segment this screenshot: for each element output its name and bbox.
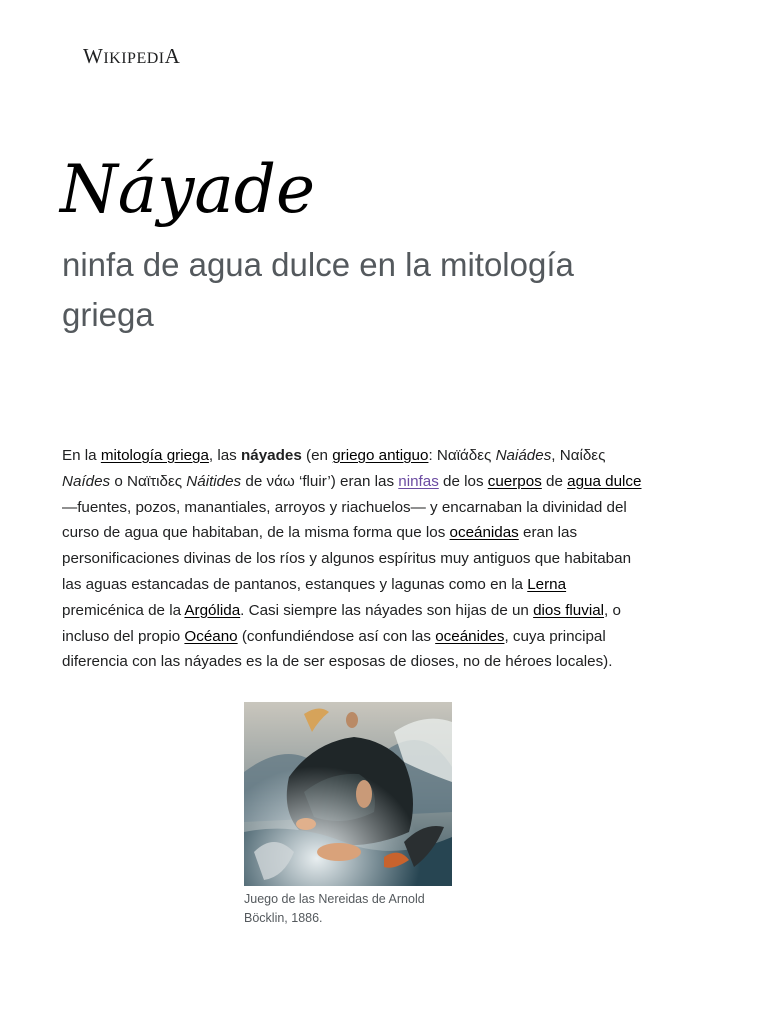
intro-paragraph: En la mitología griega, las náyades (en griego antiguo: Ναϊάδες Naiádes, Ναίδες Naídes o Ναϊτιδες Náitides de νάω ‘fluir’) eran las ninfas de los cuerpos de agua dulce —fuentes, pozos, manantiales, arroyos y riachuelos— y encarnaban la divinidad del curso de agua que habitaban, de la misma forma que los oceánidas eran las personificaciones divinas de los ríos y algunos espíritus muy antiguos que habitaban las aguas estancadas de pantanos, estanques y lagunas como en la Lerna premicénica de la Argólida. Casi siempre las náyades son hijas de un dios fluvial, o incluso del propio Océano (confundiéndose así con las oceánides, cuya principal diferencia con las náyades es la de ser esposas de dioses, no de héroes locales). [62, 447, 642, 671]
page-subtitle: ninfa de agua dulce en la mitología griega [62, 246, 574, 333]
link-ninfas[interactable]: ninfas [398, 472, 439, 490]
link-cuerpos[interactable]: cuerpos [487, 472, 542, 490]
figure-caption: Juego de las Nereidas de Arnold Böcklin, 1886. [244, 892, 425, 925]
page-title: Náyade [60, 151, 316, 228]
link-agua-dulce[interactable]: agua dulce [567, 472, 642, 490]
link-oceano[interactable]: Océano [184, 627, 238, 645]
link-oceanidas[interactable]: oceánidas [449, 524, 519, 542]
link-argolida[interactable]: Argólida [184, 601, 241, 619]
article-figure [244, 702, 452, 928]
bold-term-nayades: náyades [241, 447, 302, 464]
painting-illustration [244, 702, 452, 886]
link-oceanides[interactable]: oceánides [435, 627, 505, 645]
link-lerna[interactable]: Lerna [527, 575, 567, 593]
wikipedia-logo[interactable] [83, 44, 180, 69]
wikipedia-wordmark: WIKIPEDIA [83, 44, 181, 68]
painting-image[interactable] [244, 702, 452, 886]
link-mitologia-griega[interactable]: mitología griega [100, 447, 209, 464]
link-dios-fluvial[interactable]: dios fluvial [533, 601, 605, 619]
link-griego-antiguo[interactable]: griego antiguo [332, 447, 429, 464]
